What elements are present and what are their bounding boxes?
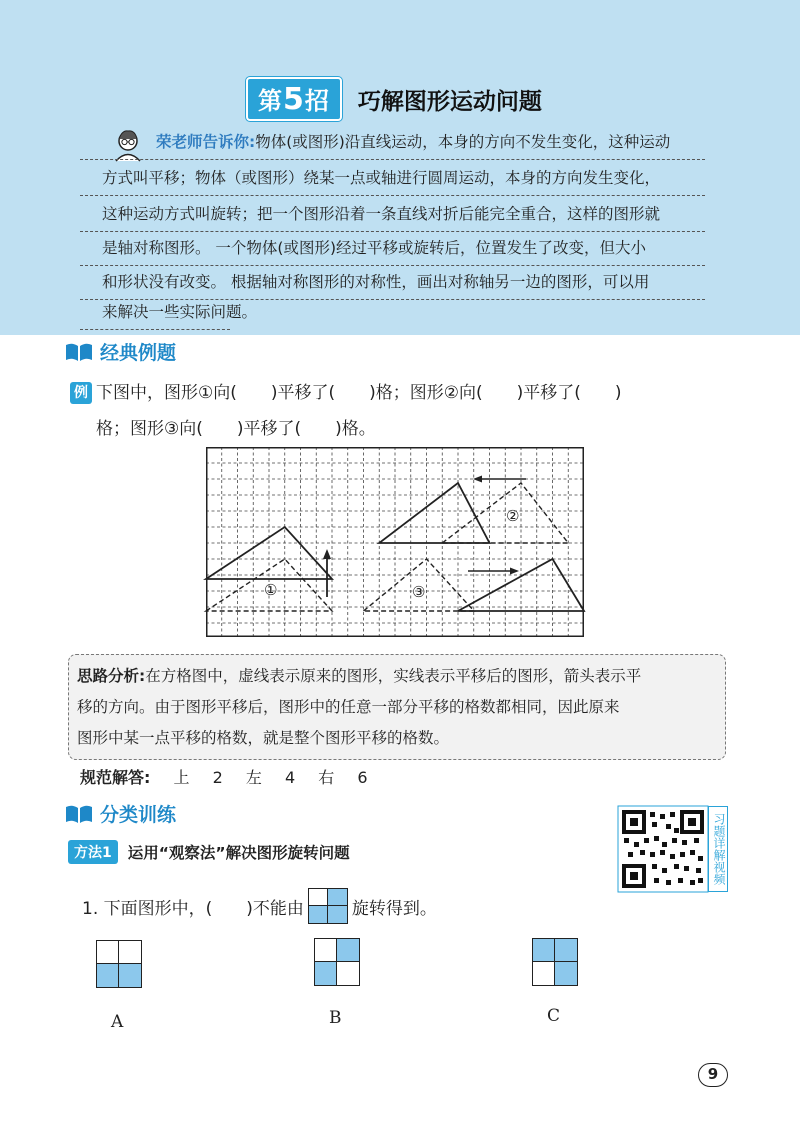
- option-b-figure[interactable]: [314, 938, 360, 986]
- tip-line-5: 和形状没有改变。 根据轴对称图形的对称性，画出对称轴另一边的图形，可以用: [80, 268, 705, 300]
- shape-3-label: ③: [412, 583, 426, 601]
- analysis-line-1: 思路分析:在方格图中，虚线表示原来的图形，实线表示平移后的图形，箭头表示平: [77, 667, 642, 685]
- chapter-title: [246, 78, 542, 120]
- tip-line-1: 荣老师告诉你:物体(或图形)沿直线运动，本身的方向不发生变化，这种运动: [80, 128, 705, 160]
- teacher-tip-box: [80, 126, 705, 326]
- analysis-line-2: 移的方向。由于图形平移后，图形中的任意一部分平移的格数都相同，因此原来: [77, 698, 620, 716]
- answer-item: 6: [357, 768, 368, 787]
- option-b-label[interactable]: B: [329, 1008, 342, 1028]
- arrow-up-icon: [323, 549, 331, 597]
- method-badge: 方法1: [68, 840, 118, 864]
- tip-line-2: 方式叫平移；物体（或图形）绕某一点或轴进行圆周运动，本身的方向发生变化，: [80, 164, 705, 196]
- section-training-heading: 分类训练: [64, 800, 176, 827]
- translation-grid-figure: [206, 447, 584, 637]
- shape-2-moved-solid: [379, 483, 489, 543]
- qr-code-icon[interactable]: [618, 806, 708, 892]
- answer-item: 上: [173, 768, 190, 787]
- tip-line-4: 是轴对称图形。 一个物体(或图形)经过平移或旋转后，位置发生了改变，但大小: [80, 234, 705, 266]
- example-question-line-2: 格；图形③向( )平移了( )格。: [96, 419, 376, 439]
- arrow-right-icon: [468, 568, 519, 575]
- question-1: 1. 下面图形中，( )不能由 旋转得到。: [82, 888, 437, 924]
- answer-item: 右: [318, 768, 335, 787]
- section-example-heading: 经典例题: [64, 338, 176, 365]
- example-badge: 例: [70, 382, 92, 404]
- shape-1-label: ①: [264, 581, 278, 599]
- book-icon: [64, 342, 94, 362]
- book-icon: [64, 804, 94, 824]
- page-number: 9: [698, 1063, 728, 1087]
- option-a-label[interactable]: A: [111, 1012, 124, 1032]
- analysis-box: [68, 654, 726, 760]
- answer-item: 4: [285, 768, 296, 787]
- example-question-line-1: 例 下图中，图形①向( )平移了( )格；图形②向( )平移了( ): [70, 378, 622, 404]
- tip-line-6: 来解决一些实际问题。: [80, 298, 230, 330]
- tip-line-3: 这种运动方式叫旋转；把一个图形沿着一条直线对折后能完全重合，这样的图形就: [80, 200, 705, 232]
- arrow-left-icon: [473, 476, 526, 483]
- chapter-badge: 第5招: [246, 77, 342, 121]
- reference-square-figure: [308, 888, 348, 924]
- shape-2-label: ②: [506, 507, 520, 525]
- page-title: 巧解图形运动问题: [357, 88, 542, 115]
- method-title: 运用“观察法”解决图形旋转问题: [127, 844, 350, 862]
- option-c-label[interactable]: C: [547, 1006, 561, 1026]
- method-row: [68, 840, 350, 864]
- option-a-figure[interactable]: [96, 940, 142, 988]
- answer-item: 左: [245, 768, 262, 787]
- analysis-line-3: 图形中某一点平移的格数，就是整个图形平移的格数。: [77, 729, 450, 747]
- standard-answer: 规范解答: 上 2 左 4 右 6: [80, 768, 368, 787]
- qr-video-label: 习题详解视频: [708, 806, 728, 892]
- option-c-figure[interactable]: [532, 938, 578, 986]
- answer-item: 2: [212, 768, 223, 787]
